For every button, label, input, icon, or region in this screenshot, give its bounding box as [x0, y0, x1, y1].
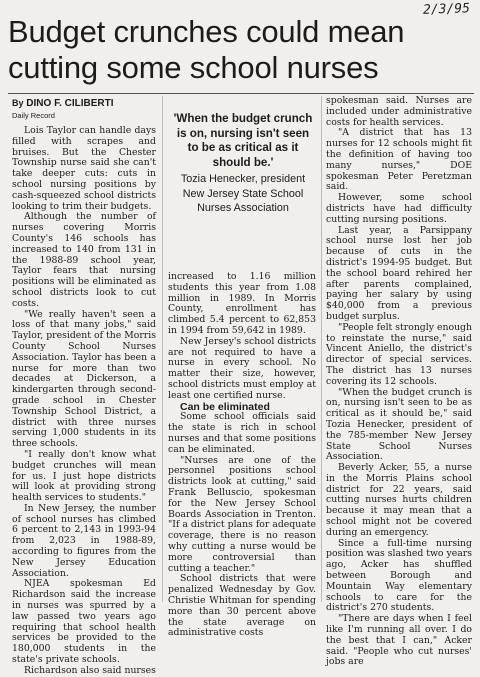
paragraph: NJEA spokesman Ed Richardson said the increase in nurses was spurred by a law passed two years ago requiring that school health services be provided to the 180,000 students in the state's private schools.: [12, 578, 156, 666]
paragraph: "Nurses are one of the personnel positions school districts look at cutting," said Frank Belluscio, spokesman for the New Jersey School Boards Association in Trenton. "If a district plans for adequate coverage, there is no reason why cutting a nurse would be more controversial than cutting a teacher.": [168, 454, 316, 574]
paragraph: spokesman said. Nurses are included under administrative costs for health services.: [326, 95, 472, 128]
paragraph: Lois Taylor can handle days filled with scrapes and bruises. But the Chester Township nurse said she can't take deeper cuts: cuts in school nursing positions by cash-squeezed school districts looking to trim their budgets.: [12, 125, 156, 212]
paragraph: School districts that were penalized Wednesday by Gov. Christie Whitman for spending more than 30 percent above the state average on administrative costs: [168, 573, 316, 639]
article-column-3: [326, 95, 472, 668]
paragraph: Although the number of nurses covering Morris County's 146 schools has increased to 140 from 131 in the 1988-89 school year, Taylor fears that nursing positions will be eliminated as school districts look to cut costs.: [12, 211, 156, 309]
handwritten-date: 2/3/95: [422, 1, 471, 18]
paragraph: "People felt strongly enough to reinstate the nurse," said Vincent Aniello, the district's director of special services. The district has 13 nurses covering its 12 schools.: [326, 321, 472, 387]
paragraph: Last year, a Parsippany school nurse lost her job because of cuts in the district's 1994-95 budget. But the school board rehired her after parents complained, paying her salary by using $40,000 from a previous budget surplus.: [326, 224, 472, 322]
subhead: Can be eliminated: [180, 400, 270, 413]
paragraph: "I really don't know what budget crunches will mean for us. I just hope districts will look at providing strong health services to students.": [12, 448, 156, 504]
byline-affiliation: Daily Record: [12, 111, 55, 120]
headline-rule: [8, 93, 474, 94]
byline-prefix: By: [12, 98, 24, 108]
paragraph: "When the budget crunch is on, nursing isn't seen to be as critical as it should be," said Tozia Henecker, president of the 785-member New Jersey State School Nurses Association.: [326, 386, 472, 463]
byline-name: DINO F. CILIBERTI: [26, 98, 114, 109]
article-column-1: [12, 125, 156, 676]
paragraph: "There are days when I feel like I'm running all over. I do the best that I can," Acker said. "People who cut nurses' jobs are: [326, 613, 472, 668]
column-divider: [162, 96, 163, 602]
paragraph: Beverly Acker, 55, a nurse in the Morris Plains school district for 22 years, said cutting nurses hurts children because it may mean that a school might not be covered during an emergency.: [326, 462, 472, 538]
headline: Budget crunches could mean cutting some school nurses: [8, 14, 405, 85]
paragraph: increased to 1.16 million students this year from 1.08 million in 1989. In Morris County, enrollment has climbed 5.4 percent to 62,853 in 1994 from 59,642 in 1989.: [168, 271, 316, 336]
paragraph: In New Jersey, the number of school nurses has climbed 6 percent to 2,143 in 1993-94 from 2,023 in 1988-89, according to figures from the New Jersey Education Association.: [12, 502, 156, 579]
pull-quote-attribution: Tozia Henecker, president New Jersey State School Nurses Association: [180, 173, 306, 214]
paragraph: Richardson also said nurses: [24, 664, 156, 676]
pull-quote: [170, 112, 316, 216]
article-column-2: [168, 271, 316, 639]
pull-quote-text: 'When the budget crunch is on, nursing isn't seen to be as critical as it should be.': [173, 112, 313, 169]
paragraph: "A district that has 13 nurses for 12 schools might fit the definition of having too many nurses," DOE spokesman Peter Peretzman said.: [326, 127, 472, 193]
paragraph: Since a full-time nursing position was slashed two years ago, Acker has shuffled between Borough and Mountain Way elementary schools to care for the district's 270 students.: [326, 537, 472, 614]
paragraph: However, some school districts have had difficulty cutting nursing positions.: [326, 192, 472, 225]
paragraph: New Jersey's school districts are not required to have a nurse in every school. No matter their size, however, school districts must employ at least one certified nurse.: [168, 335, 316, 401]
paragraph: "We really haven't seen a loss of that many jobs," said Taylor, president of the Morris County School Nurses Association. Taylor has been a nurse for more than two decades at Dickerson, a kindergarten through second-grade school in Chester Township School District, a district with three nurses serving 1,000 students in its three schools.: [12, 308, 156, 450]
column-divider: [321, 96, 322, 602]
byline: [12, 98, 114, 109]
paragraph: Some school officials said the state is rich in school nurses and that some positions can be eliminated.: [168, 411, 316, 455]
